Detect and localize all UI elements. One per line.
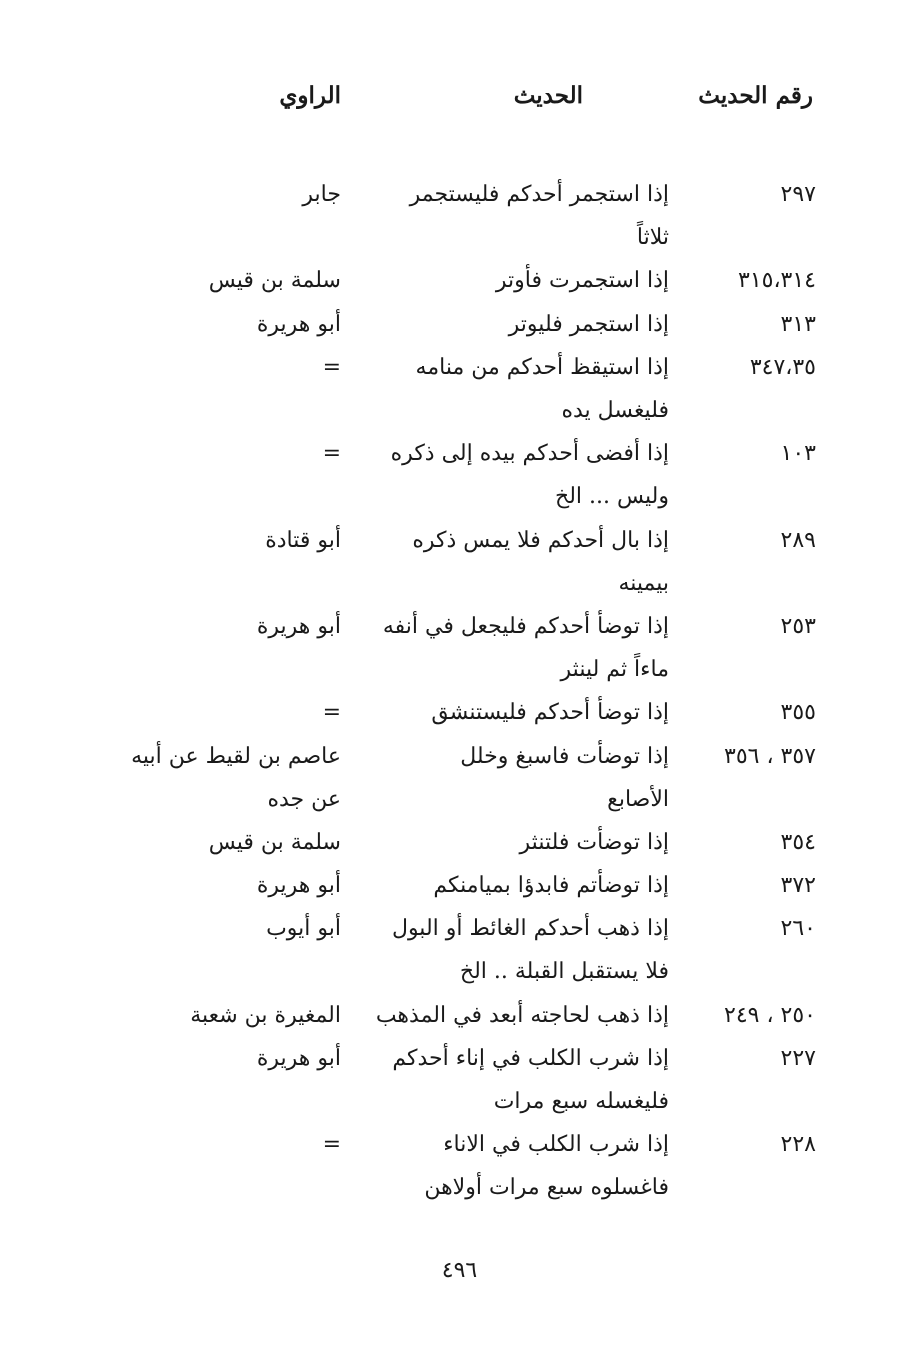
hadith-text-line: ثلاثاً (636, 225, 669, 251)
hadith-text-line: الأصابع (607, 786, 669, 812)
hadith-number: ٢٩٧ (780, 182, 816, 207)
table-row (0, 259, 919, 302)
header-narrator: الراوي (279, 82, 341, 109)
table-row (0, 303, 919, 346)
hadith-text-line: إذا أفضى أحدكم بيده إلى ذكره (390, 441, 669, 467)
hadith-text-line: إذا استجمر أحدكم فليستجمر (409, 182, 669, 207)
narrator-line: = (322, 1132, 341, 1158)
header-hadith-number: رقم الحديث (698, 82, 813, 109)
table-row (0, 605, 919, 691)
narrator-line: سلمة بن قيس (208, 268, 341, 294)
hadith-number: ٣٧٢ (780, 873, 816, 899)
narrator-line: = (322, 354, 341, 380)
hadith-text (369, 691, 669, 734)
hadith-text-line: إذا ذهب أحدكم الغائط أو البول (391, 916, 669, 942)
table-row (0, 735, 919, 821)
hadith-text (369, 1123, 669, 1209)
hadith-text-line: إذا بال أحدكم فلا يمس ذكره (412, 527, 669, 553)
hadith-text (369, 346, 669, 432)
table-row (0, 519, 919, 605)
narrator-line: المغيرة بن شعبة (190, 1002, 341, 1028)
hadith-text-line: إذا استجمر فليوتر (508, 311, 669, 337)
narrator (41, 864, 341, 907)
narrator-line: سلمة بن قيس (208, 829, 341, 855)
page-number: ٤٩٦ (441, 1258, 478, 1283)
table-header (0, 82, 919, 122)
narrator-line: أبو قتادة (265, 527, 341, 553)
hadith-text-line: فاغسلوه سبع مرات أولاهن (424, 1175, 669, 1201)
table-row (0, 432, 919, 518)
narrator (41, 173, 341, 216)
hadith-text-line: إذا شرب الكلب في إناء أحدكم (392, 1045, 669, 1071)
hadith-number: ٣١٥،٣١٤ (738, 268, 816, 294)
table-row (0, 994, 919, 1037)
narrator (41, 735, 341, 821)
narrator (41, 821, 341, 864)
hadith-number: ٢٨٩ (780, 527, 816, 553)
hadith-text (369, 173, 669, 259)
narrator-line: أبو هريرة (256, 873, 341, 899)
hadith-number: ٢٢٧ (780, 1045, 816, 1071)
narrator (41, 907, 341, 950)
narrator-line: عن جده (267, 786, 341, 812)
narrator (41, 432, 341, 475)
hadith-text (369, 821, 669, 864)
table-row (0, 173, 919, 259)
hadith-text-line: فليغسله سبع مرات (493, 1089, 669, 1115)
narrator (41, 1123, 341, 1166)
narrator-line: عاصم بن لقيط عن أبيه (131, 743, 341, 769)
table-row (0, 691, 919, 734)
hadith-text (369, 519, 669, 605)
hadith-text-line: إذا استجمرت فأوتر (495, 268, 669, 294)
narrator (41, 519, 341, 562)
narrator-line: أبو هريرة (256, 1045, 341, 1071)
hadith-number: ٣٥٤ (780, 829, 816, 855)
hadith-text-line: إذا توضأت فلتنثر (519, 829, 669, 855)
hadith-text (369, 907, 669, 993)
narrator (41, 346, 341, 389)
hadith-number: ٢٢٨ (780, 1132, 816, 1158)
hadith-text-line: إذا ذهب لحاجته أبعد في المذهب (375, 1002, 669, 1028)
table-row (0, 907, 919, 993)
hadith-text (369, 432, 669, 518)
hadith-number: ١٠٣ (780, 441, 816, 467)
narrator (41, 259, 341, 302)
hadith-text-line: إذا توضأ أحدكم فليستنشق (431, 700, 669, 726)
narrator (41, 1037, 341, 1080)
table-row (0, 1037, 919, 1123)
hadith-text (369, 303, 669, 346)
narrator (41, 605, 341, 648)
hadith-text-line: إذا توضأت فاسبغ وخلل (460, 743, 669, 769)
hadith-text (369, 864, 669, 907)
hadith-text-line: فليغسل يده (561, 397, 669, 423)
hadith-text (369, 259, 669, 302)
narrator (41, 691, 341, 734)
narrator-line: أبو هريرة (256, 311, 341, 337)
hadith-number: ٣٥٥ (780, 700, 816, 726)
hadith-text-line: بيمينه (618, 570, 669, 596)
hadith-text (369, 605, 669, 691)
narrator-line: = (322, 441, 341, 467)
header-hadith: الحديث (513, 82, 583, 109)
hadith-text-line: إذا استيقظ أحدكم من منامه (415, 354, 669, 380)
table-row (0, 1123, 919, 1209)
hadith-index-table (0, 173, 919, 1210)
hadith-text-line: إذا شرب الكلب في الاناء (443, 1132, 669, 1158)
hadith-text-line: وليس ... الخ (555, 484, 669, 510)
hadith-text (369, 1037, 669, 1123)
hadith-number: ٢٥٠ ، ٢٤٩ (724, 1002, 816, 1028)
hadith-text (369, 994, 669, 1037)
table-row (0, 346, 919, 432)
hadith-text-line: ماءاً ثم لينثر (560, 657, 669, 683)
hadith-text-line: فلا يستقبل القبلة .. الخ (459, 959, 669, 985)
hadith-number: ٣١٣ (780, 311, 816, 337)
hadith-number: ٣٤٧،٣٥ (749, 354, 816, 380)
hadith-number: ٣٥٧ ، ٣٥٦ (724, 743, 816, 769)
narrator-line: = (322, 700, 341, 726)
narrator-line: أبو أيوب (266, 916, 341, 942)
table-row (0, 821, 919, 864)
narrator-line: جابر (302, 182, 341, 207)
hadith-number: ٢٦٠ (780, 916, 816, 942)
hadith-text-line: إذا توضأ أحدكم فليجعل في أنفه (382, 613, 669, 639)
narrator (41, 303, 341, 346)
hadith-text (369, 735, 669, 821)
narrator-line: أبو هريرة (256, 613, 341, 639)
table-row (0, 864, 919, 907)
narrator (41, 994, 341, 1037)
hadith-number: ٢٥٣ (780, 613, 816, 639)
hadith-text-line: إذا توضأتم فابدؤا بميامنكم (433, 873, 669, 899)
